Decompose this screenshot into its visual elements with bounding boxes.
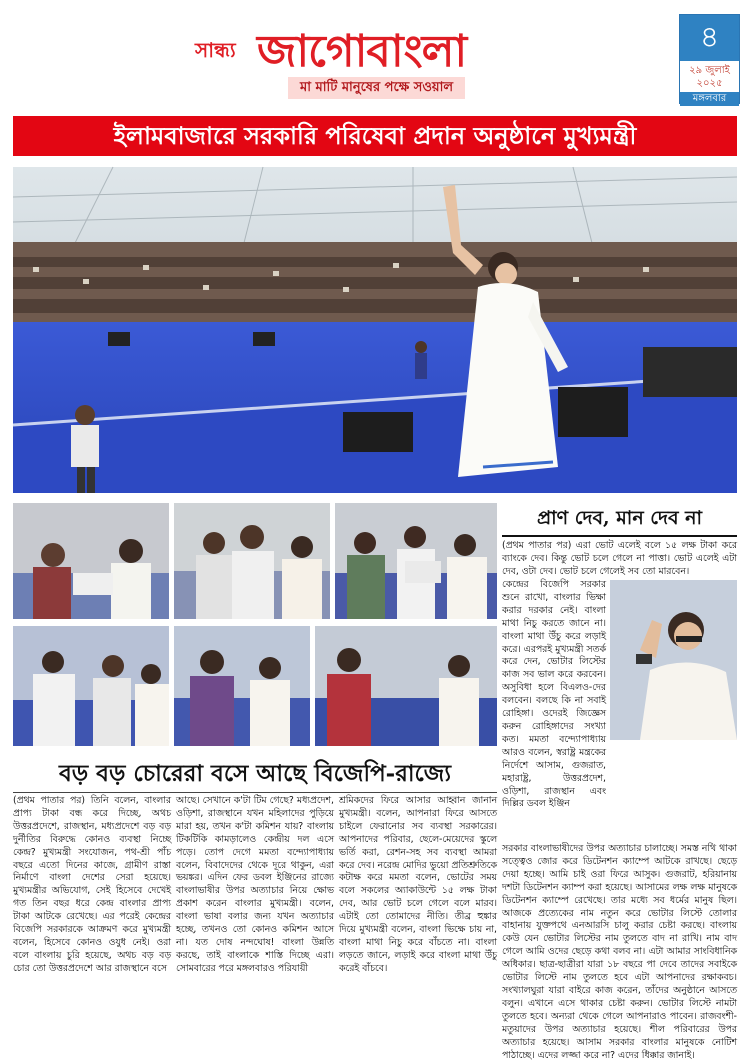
grid-photo-2 (174, 503, 330, 619)
second-headline-rule (13, 792, 497, 793)
grid-photo-5-image (174, 626, 310, 746)
second-story-column-2: আছে। সেখানে ক'টা টিম গেছে? মধ্যপ্রদেশ, ওড়িশা, রাজস্থানে যখন মহিলাদের পুড়িয়ে মারা হয়, তখন ক'টা কমিশন যায়? বাংলায় টিকটিকি কামড়ালেও কেন্দ্রীয় দল এসে পড়ে। তোপ দেগে মমতা বন্দ্যোপাধ্যায় বলেন, বিবাদেদের থেকে দূরে থাকুন, এরা ভয়ঙ্কর। এদিন ফের ডবল ইঞ্জিনের রাজ্যে বাংলাভাষীর উপর অত্যাচার নিয়ে ক্ষোভ প্রকাশ করেন বাংলার মুখ্যমন্ত্রী। বলেন, বাংলা ভাষা বলার জন্য যখন অত্যাচার হচ্ছে, তখনও তো কোনও কমিশন আসে না। যত দোষ নন্দঘোষ! বাংলা উন্নতি করছে, তাই বাংলাকে শাস্তি দিচ্ছে এরা। সোমবারের পরে মঙ্গলবারও পরিযায়ী (176, 795, 334, 974)
issue-weekday: মঙ্গলবার (680, 92, 739, 106)
brand-small-text: সান্ধ্য (195, 38, 236, 62)
side-story-photo (610, 580, 737, 740)
grid-photo-6-image (315, 626, 497, 746)
grid-photo-2-image (174, 503, 330, 619)
grid-photo-4 (13, 626, 169, 746)
side-story-photo-image (610, 580, 737, 740)
main-headline: ইলামবাজারে সরকারি পরিষেবা প্রদান অনুষ্ঠানে মুখ্যমন্ত্রী (13, 116, 737, 156)
main-event-photo (13, 167, 737, 493)
tagline: মা মাটি মানুষের পক্ষে সওয়াল (288, 77, 465, 99)
newspaper-logo (195, 18, 540, 80)
grid-photo-3 (335, 503, 497, 619)
grid-photo-4-image (13, 626, 169, 746)
side-story-body: কেন্দ্রের বিজেপি সরকার শুনে রাখো, বাংলার ভিক্ষা করার দরকার নেই। বাংলা মাথা নিচু করতে জানে না। বাংলা মাথা উঁচু করে লড়াই করে। এরপরই মুখ্যমন্ত্রী সতর্ক করে দেন, ভোটার লিস্টের কাজ সব ভাল করে করবেন। অসুবিধা হলে বিএলও-দের বলবেন। বলছে কি না সবাই রোহিঙ্গা। ওদেরই জিজ্ঞেস করুন রোহিঙ্গাদের সংখ্যা কত। মমতা বন্দ্যোপাধ্যায় আরও বলেন, স্বরাষ্ট্র মন্ত্রকের নির্দেশে আসাম, গুজরাত, মহারাষ্ট্র, উত্তরপ্রদেশ, ওড়িশা, রাজস্থান এবং দিল্লির ডবল ইঞ্জিন (502, 579, 606, 810)
side-story-rule (502, 535, 737, 537)
masthead (0, 0, 750, 106)
grid-photo-6 (315, 626, 497, 746)
event-crowd-illustration (13, 167, 737, 493)
side-story-tail: সরকার বাংলাভাষীদের উপর অত্যাচার চালাচ্ছে। সমস্ত নথি থাকা সত্ত্বেও জোর করে ডিটেনশন ক্যাম্পে আটকে রাখছে। ছেড়ে দেয়া হচ্ছে। আমি চাই ওরা ফিরে আসুক। গুজরাট, হরিয়ানায় দশটা ডিটেনশন ক্যাম্প করা হয়েছে। আসামের লক্ষ লক্ষ মানুষকে ডিটেনশন ক্যাম্পে রেখেছে। তার মধ্যে সব ধর্মের মানুষ ছিল। আজকে প্রত্যেকের নাম নতুন করে ভোটার লিস্টে তোলার বাহানায় যুক্তপথে এনআরসি চালু করার চেষ্টা করছে। বাংলায় কেউ যেন ভোটার লিস্টের নাম তুলতে বাদ না রাখি। নাম বাদ গেলে আমি ওদের ছেড়ে কথা বলব না। এটা আমার সাংবিধানিক অধিকার। ছাত্র-ছাত্রীরা যারা ১৮ বছরে পা দেবে তাদের সবাইকে ভোটার লিস্টে নাম তুলতে হবে এটা আপনাদের রক্ষাকবচ। সংখ্যালঘুরা যারা বাইরে কাজ করেন, তাঁদের অনুষ্ঠানে আসতে বলুন। এখানে এসে থাকার চেষ্টা করুন। ভোটার লিস্টে নামটা তুলতে হবে। অন্যরা থেকে গেলে আপনারাও পাবেন। রাজবংশী-মতুয়াদের উপর অত্যাচার হয়েছে। শীল পরিবারের উপর অত্যাচার হয়েছে। আসাম সরকার বাংলার মানুষকে নোটিশ পাঠাচ্ছে। এদের লজ্জা করে না? এদের ধিক্কার জানাই। (502, 843, 737, 1061)
grid-photo-1 (13, 503, 169, 619)
date-box (679, 14, 740, 104)
grid-photo-1-image (13, 503, 169, 619)
second-story-column-3: শ্রমিকদের ফিরে আসার আহ্বান জানান মুখ্যমন্ত্রী। বলেন, আপনারা ফিরে আসতে চাইলে ফেরানোর সব ব্যবস্থা সরকারের। আপনাদের পরিবার, ছেলে-মেয়েদের স্কুলে ভর্তি করা, রেশন-সহ সব ব্যবস্থা আমরা করে দেব। নরেন্দ্র মোদির ভুয়ো প্রতিশ্রুতিকে কটাক্ষ করে মমতা বলেন, ভোটের সময় বলে সকলের অ্যাকাউন্টে ১৫ লক্ষ টাকা দেব, আর ভোট চলে গেলে বলে মারব। এটাই তো তোমাদের নীতি। তীব্র হুঙ্কার দিয়ে মুখ্যমন্ত্রী বলেন, বাংলা ভিক্ষে চায় না, বাংলা মাথা নিচু করে বাঁচতে না। বাংলা লড়তে জানে, লড়াই করে বাংলা মাথা উঁচু করেই বাঁচবে। (339, 795, 497, 974)
second-story-column-1: (প্রথম পাতার পর) তিনি বলেন, বাংলার প্রাপ্য টাকা বন্ধ করে দিচ্ছে, অথচ উত্তরপ্রদেশে, রাজস্থান, মধ্যপ্রদেশে বড় বড় দুর্নীতির বিরুদ্ধে কোনও ব্যবস্থা নিচ্ছে কেন্দ্র? মুখ্যমন্ত্রী সংযোজন, পথ-শ্রী পাঁচ বছরে এতো দিনের কাজে, গ্রামীণ রাস্তা নির্মাণে বাংলা দেশের সেরা হয়েছে। মুখ্যমন্ত্রীর অভিযোগ, সেই হিসেবে দেখেই গত তিন বছর ধরে কেন্দ্র বাংলার প্রাপ্য টাকা আটকে রেখেছে। এর পরেই কেন্দ্রের বিজেপি সরকারকে আক্রমণ করে মুখ্যমন্ত্রী বলেন, হিসেবে কোনও ওযুধ নেই। ওরা বলে বাংলায় চুরি হয়েছে, অথচ বড় বড় চোর তো উত্তরপ্রদেশে আর রাজস্থানে বসে (13, 795, 171, 974)
second-headline: বড় বড় চোরেরা বসে আছে বিজেপি-রাজ্যে (58, 760, 452, 787)
side-story-title: প্রাণ দেব, মান দেব না (536, 507, 703, 529)
issue-date: ২৯ জুলাই (689, 65, 730, 76)
page-number: ৪ (680, 15, 739, 61)
grid-photo-3-image (335, 503, 497, 619)
grid-photo-5 (174, 626, 310, 746)
side-story-lead: (প্রথম পাতার পর) এরা ভোট এলেই বলে ১৫ লক্ষ টাকা করে ব্যাংকে দেব। কিন্তু ভোট চলে গেলে না পাত্তা। ভোট এলেই এটা দেব, ওটা দেব। ভোট চলে গেলেই সব তো মারবেন। (502, 540, 737, 577)
brand-main-text: জাগোবাংলা (257, 26, 467, 77)
issue-year: ২০২৫ (696, 78, 723, 89)
